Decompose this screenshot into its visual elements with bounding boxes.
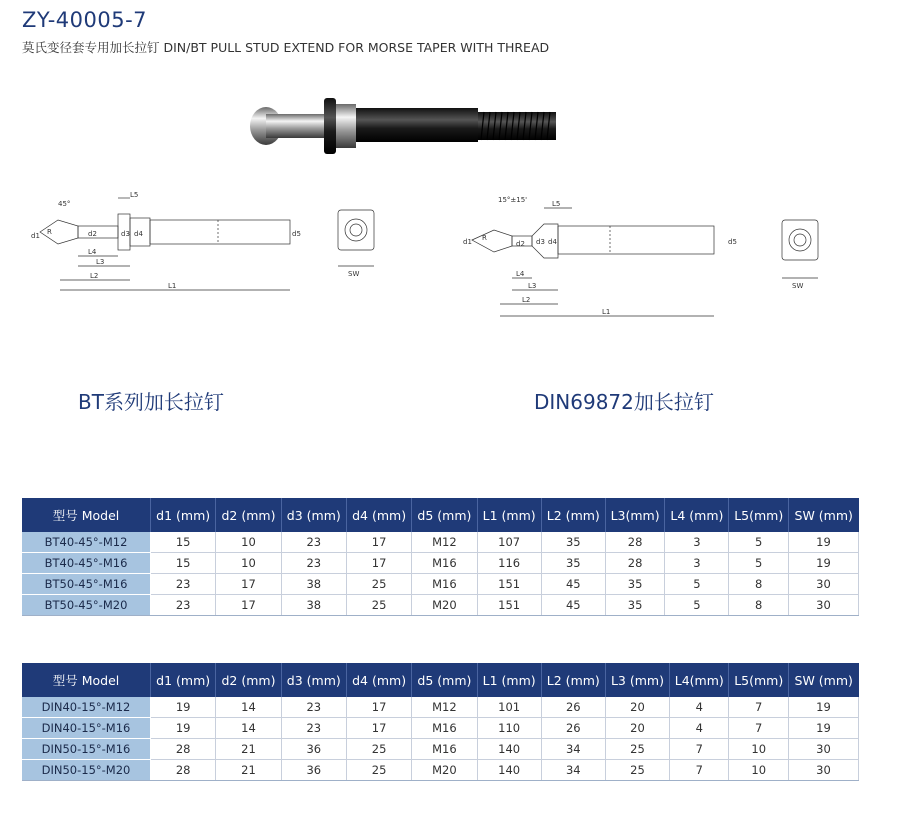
din-angle-label: 15°±15' [498, 196, 528, 204]
value-cell: 15 [151, 553, 216, 574]
value-cell: 107 [477, 532, 541, 553]
value-cell: 151 [477, 595, 541, 616]
column-header: d3 (mm) [281, 663, 346, 697]
column-header: 型号 Model [22, 663, 151, 697]
value-cell: 3 [665, 532, 729, 553]
din-sw-label: SW [792, 282, 804, 290]
table-row [22, 718, 859, 739]
value-cell: 17 [216, 574, 281, 595]
value-cell: 7 [670, 739, 729, 760]
din-d4-label: d4 [548, 238, 557, 246]
value-cell: 140 [477, 760, 541, 781]
value-cell: 14 [216, 718, 281, 739]
bt-d2-label: d2 [88, 230, 97, 238]
value-cell: 3 [665, 553, 729, 574]
value-cell: 35 [605, 574, 664, 595]
page-title: ZY-40005-7 [22, 8, 148, 32]
value-cell: 35 [541, 532, 605, 553]
value-cell: 23 [281, 532, 346, 553]
value-cell: 10 [216, 532, 281, 553]
value-cell: 25 [346, 595, 411, 616]
value-cell: 30 [788, 739, 858, 760]
value-cell: 30 [788, 760, 858, 781]
column-header: L3(mm) [605, 498, 664, 532]
model-cell: DIN40-15°-M16 [22, 718, 151, 739]
value-cell: 8 [729, 574, 788, 595]
value-cell: 28 [605, 553, 664, 574]
column-header: d4 (mm) [346, 663, 411, 697]
din-L3-label: L3 [528, 282, 537, 290]
din-L4-label: L4 [516, 270, 525, 278]
value-cell: 28 [151, 760, 216, 781]
din-L1-label: L1 [602, 308, 611, 316]
value-cell: 5 [729, 532, 788, 553]
value-cell: 34 [541, 760, 605, 781]
value-cell: 25 [346, 760, 411, 781]
value-cell: 28 [151, 739, 216, 760]
column-header: d2 (mm) [216, 498, 281, 532]
bt-r-label: R [47, 228, 52, 236]
column-header: d5 (mm) [412, 663, 477, 697]
column-header: L2 (mm) [541, 498, 605, 532]
value-cell: 25 [346, 574, 411, 595]
value-cell: 19 [788, 697, 858, 718]
value-cell: 38 [281, 595, 346, 616]
value-cell: 35 [605, 595, 664, 616]
table-header-row [22, 663, 859, 697]
value-cell: 25 [346, 739, 411, 760]
table-row [22, 553, 859, 574]
value-cell: 101 [477, 697, 541, 718]
value-cell: 23 [281, 553, 346, 574]
value-cell: M20 [412, 595, 477, 616]
value-cell: 34 [541, 739, 605, 760]
value-cell: 23 [281, 718, 346, 739]
table-row [22, 760, 859, 781]
value-cell: 17 [346, 553, 411, 574]
value-cell: 110 [477, 718, 541, 739]
table-row [22, 697, 859, 718]
din-d5-label: d5 [728, 238, 737, 246]
value-cell: M16 [412, 718, 477, 739]
value-cell: 19 [788, 532, 858, 553]
value-cell: 14 [216, 697, 281, 718]
value-cell: 19 [788, 553, 858, 574]
value-cell: 5 [665, 574, 729, 595]
model-cell: DIN50-15°-M20 [22, 760, 151, 781]
column-header: L4 (mm) [665, 498, 729, 532]
din-d2-label: d2 [516, 240, 525, 248]
value-cell: M16 [412, 553, 477, 574]
value-cell: 17 [216, 595, 281, 616]
value-cell: 21 [216, 739, 281, 760]
value-cell: 26 [541, 697, 605, 718]
din-d1-label: d1 [463, 238, 472, 246]
column-header: d1 (mm) [151, 663, 216, 697]
table-row [22, 532, 859, 553]
column-header: SW (mm) [788, 498, 858, 532]
value-cell: 36 [281, 739, 346, 760]
model-cell: DIN50-15°-M16 [22, 739, 151, 760]
value-cell: 17 [346, 718, 411, 739]
value-cell: 28 [605, 532, 664, 553]
column-header: d1 (mm) [151, 498, 216, 532]
value-cell: 4 [670, 697, 729, 718]
value-cell: 25 [605, 760, 669, 781]
value-cell: 30 [788, 574, 858, 595]
din-spec-table [22, 663, 859, 781]
value-cell: 7 [729, 718, 788, 739]
value-cell: 25 [605, 739, 669, 760]
column-header: L2 (mm) [541, 663, 605, 697]
value-cell: M12 [412, 532, 477, 553]
value-cell: 26 [541, 718, 605, 739]
bt-L2-label: L2 [90, 272, 99, 280]
value-cell: 19 [788, 718, 858, 739]
bt-d5-label: d5 [292, 230, 301, 238]
table-row [22, 574, 859, 595]
value-cell: 151 [477, 574, 541, 595]
value-cell: 10 [216, 553, 281, 574]
value-cell: 35 [541, 553, 605, 574]
value-cell: 15 [151, 532, 216, 553]
value-cell: 5 [665, 595, 729, 616]
value-cell: 36 [281, 760, 346, 781]
value-cell: 45 [541, 574, 605, 595]
column-header: L4(mm) [670, 663, 729, 697]
bt-L5-label: L5 [130, 191, 139, 199]
column-header: L5(mm) [729, 498, 788, 532]
value-cell: 116 [477, 553, 541, 574]
column-header: d3 (mm) [281, 498, 346, 532]
din-L5-label: L5 [552, 200, 561, 208]
table-header-row [22, 498, 859, 532]
page-subtitle: 莫氏变径套专用加长拉钉 DIN/BT PULL STUD EXTEND FOR MORSE TAPER WITH THREAD [22, 40, 550, 55]
bt-L1-label: L1 [168, 282, 177, 290]
column-header: L3 (mm) [605, 663, 669, 697]
value-cell: 23 [281, 697, 346, 718]
value-cell: 21 [216, 760, 281, 781]
column-header: L5(mm) [729, 663, 788, 697]
bt-series-caption: BT系列加长拉钉 [78, 390, 224, 414]
value-cell: 30 [788, 595, 858, 616]
value-cell: M16 [412, 574, 477, 595]
value-cell: 4 [670, 718, 729, 739]
table-row [22, 739, 859, 760]
pull-stud-photo [240, 86, 570, 166]
din-technical-drawing [460, 196, 840, 324]
column-header: 型号 Model [22, 498, 151, 532]
bt-L4-label: L4 [88, 248, 97, 256]
value-cell: M16 [412, 739, 477, 760]
bt-technical-drawing [28, 190, 388, 318]
value-cell: 38 [281, 574, 346, 595]
bt-d4-label: d4 [134, 230, 143, 238]
din-r-label: R [482, 234, 487, 242]
din-L2-label: L2 [522, 296, 531, 304]
value-cell: 19 [151, 718, 216, 739]
value-cell: 5 [729, 553, 788, 574]
model-cell: BT50-45°-M20 [22, 595, 151, 616]
bt-sw-label: SW [348, 270, 360, 278]
value-cell: 17 [346, 532, 411, 553]
column-header: SW (mm) [788, 663, 858, 697]
column-header: L1 (mm) [477, 498, 541, 532]
value-cell: M12 [412, 697, 477, 718]
value-cell: 45 [541, 595, 605, 616]
bt-angle-label: 45° [58, 200, 71, 208]
value-cell: 17 [346, 697, 411, 718]
value-cell: 19 [151, 697, 216, 718]
bt-d3-label: d3 [121, 230, 130, 238]
column-header: d5 (mm) [412, 498, 477, 532]
model-cell: BT40-45°-M12 [22, 532, 151, 553]
value-cell: 7 [670, 760, 729, 781]
bt-L3-label: L3 [96, 258, 105, 266]
value-cell: 20 [605, 697, 669, 718]
value-cell: 10 [729, 739, 788, 760]
value-cell: 7 [729, 697, 788, 718]
value-cell: 20 [605, 718, 669, 739]
value-cell: M20 [412, 760, 477, 781]
model-cell: DIN40-15°-M12 [22, 697, 151, 718]
value-cell: 10 [729, 760, 788, 781]
value-cell: 23 [151, 595, 216, 616]
bt-spec-table [22, 498, 859, 616]
value-cell: 8 [729, 595, 788, 616]
value-cell: 23 [151, 574, 216, 595]
value-cell: 140 [477, 739, 541, 760]
column-header: d4 (mm) [346, 498, 411, 532]
model-cell: BT50-45°-M16 [22, 574, 151, 595]
bt-d1-label: d1 [31, 232, 40, 240]
table-row [22, 595, 859, 616]
din-d3-label: d3 [536, 238, 545, 246]
column-header: d2 (mm) [216, 663, 281, 697]
model-cell: BT40-45°-M16 [22, 553, 151, 574]
din-series-caption: DIN69872加长拉钉 [534, 390, 714, 414]
column-header: L1 (mm) [477, 663, 541, 697]
